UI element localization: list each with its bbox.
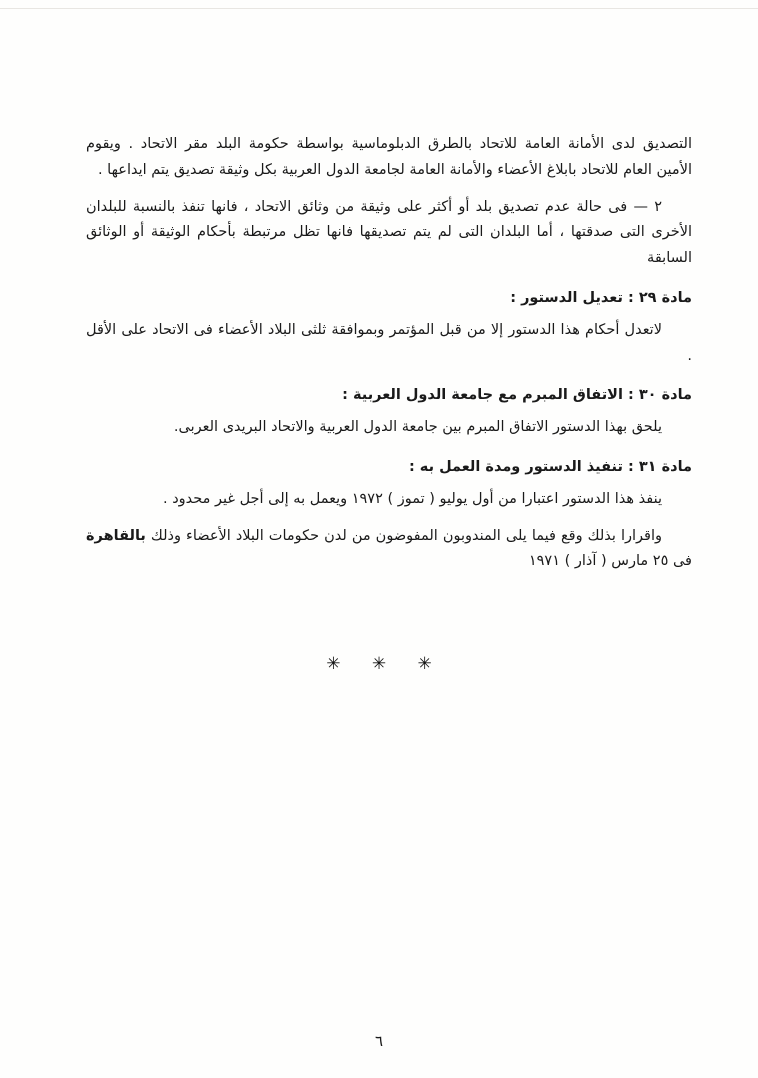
text-segment: مادة ٣١ : تنفيذ الدستور ومدة العمل به : [408,458,692,475]
text-segment: مادة ٣٠ : الاتفاق المبرم مع جامعة الدول العربية : [342,387,692,404]
text-segment: ينفذ هذا الدستور اعتبارا من أول يوليو ( تموز ) ١٩٧٢ ويعمل به إلى أجل غير محدود . [162,490,662,507]
article-heading [86,286,692,312]
text-segment: بالقاهرة [86,527,146,544]
separator-asterisks: ✳ ✳ ✳ [326,654,432,674]
body-paragraph [86,487,692,513]
text-segment: ٢ — فى حالة عدم تصديق بلد أو أكثر على وثيقة من وثائق الاتحاد ، فانها تنفذ بالنسبة للبلدان الأخرى التى صدقتها ، أما البلدان التى لم يتم تصديقها فانها تظل مرتبطة بأحكام الوثيقة أو الوثائق السابقة [86,198,692,267]
document-body [86,132,692,586]
article-heading [86,383,692,409]
text-segment: يلحق بهذا الدستور الاتفاق المبرم بين جامعة الدول العربية والاتحاد البريدى العربى. [173,419,662,436]
body-paragraph [86,318,692,370]
body-paragraph [86,415,692,441]
body-paragraph [86,195,692,272]
text-segment: فى ٢٥ مارس ( آذار ) ١٩٧١ [528,553,692,570]
article-heading [86,455,692,481]
text-segment: لاتعدل أحكام هذا الدستور إلا من قبل المؤتمر وبموافقة ثلثى البلاد الأعضاء فى الاتحاد على الأقل . [86,321,692,364]
text-segment: واقرارا بذلك وقع فيما يلى المندوبون المفوضون من لدن حكومات البلاد الأعضاء وذلك [145,527,662,544]
page-number: ٦ [374,1032,384,1050]
body-paragraph [86,524,692,576]
body-paragraph [86,132,692,184]
scan-edge-artifact [0,8,758,9]
text-segment: التصديق لدى الأمانة العامة للاتحاد بالطرق الدبلوماسية بواسطة حكومة البلد مقر الاتحاد . ويقوم الأمين العام للاتحاد بابلاغ الأعضاء والأمانة العامة لجامعة الدول العربية بكل وثيقة تصديق يتم ايداعها . [86,136,692,178]
text-segment: مادة ٢٩ : تعديل الدستور : [510,289,692,306]
